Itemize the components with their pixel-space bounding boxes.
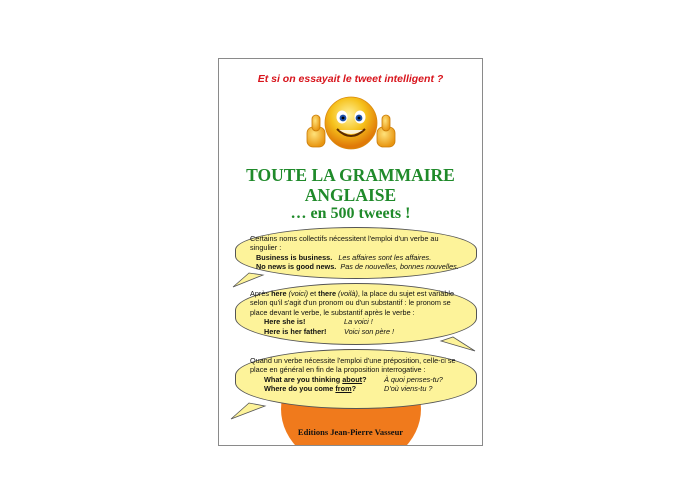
bubble-2-french-1: La voici ! [344, 317, 373, 327]
bubble-3-english-1-a: What are you thinking [264, 374, 341, 384]
bubble-3-example-1 [250, 375, 462, 384]
bubble-1-french-1: Les affaires sont les affaires. [338, 252, 432, 262]
bubble-2-example-1 [250, 317, 462, 326]
bubble-2-voila: (voilà) [338, 289, 358, 298]
bubble-3-english-1-prep: about [342, 374, 363, 384]
book-cover [218, 58, 483, 446]
tagline: Et si on essayait le tweet intelligent ? [257, 73, 444, 85]
bubble-2-text [250, 289, 462, 317]
bubble-2-word-et: et [310, 289, 317, 298]
tweet-bubble-3 [235, 349, 477, 409]
bubble-2-here: here [271, 289, 287, 298]
bubble-1-french-2: Pas de nouvelles, bonnes nouvelles. [340, 262, 459, 272]
bubble-3-french-2: D'où viens-tu ? [384, 384, 433, 394]
bubble-3-english-2-q: ? [351, 384, 357, 394]
bubble-2-rest: , la place du sujet est variable selon qu'il s'agit d'un pronom ou d'un substantif : le pronom se place devant le verbe, le substantif après le verbe : [250, 289, 455, 317]
bubble-2-there: there [318, 289, 337, 298]
bubble-1-tail [233, 273, 263, 287]
bubble-3-text: Quand un verbe nécessite l'emploi d'une préposition, celle-ci se place en général en fin de la proposition interrogative : [250, 356, 456, 375]
thumbs-up-smiley-icon [299, 91, 403, 159]
bubble-1-text: Certains noms collectifs nécessitent l'emploi d'un verbe au singulier : [250, 234, 439, 253]
bubble-3-english-2 [264, 384, 382, 393]
bubble-3-english-2-prep: from [335, 384, 352, 394]
title-line-2: ANGLAISE [304, 185, 397, 205]
bubble-3-english-1-q: ? [362, 374, 367, 384]
bubble-2-french-2: Voici son père ! [344, 326, 395, 336]
bubble-3-example-2 [250, 384, 462, 393]
bubble-1-example-2 [250, 262, 462, 271]
bubble-2-english-2: Here is her father! [264, 326, 327, 336]
publisher-name: Editions Jean-Pierre Vasseur [297, 427, 404, 437]
title-line-3: … en 500 tweets ! [290, 205, 411, 222]
bubble-2-tail [441, 337, 475, 351]
title-line-1: TOUTE LA GRAMMAIRE [246, 165, 455, 185]
tweet-bubble-1 [235, 227, 477, 279]
bubble-3-french-1: À quoi penses-tu? [384, 374, 443, 384]
bubble-1-english-1: Business is business. [256, 252, 333, 262]
bubble-1-example-1 [250, 253, 462, 262]
bubble-3-tail [231, 403, 265, 419]
bubble-2-word-apres: Après [250, 289, 270, 298]
bubble-3-english-1 [264, 375, 382, 384]
bubble-3-english-2-a: Where do you come [264, 384, 334, 394]
bubble-2-english-1: Here she is! [264, 317, 306, 327]
bubble-1-english-2: No news is good news. [256, 262, 337, 272]
bubble-2-voici: (voici) [288, 289, 309, 298]
tweet-bubble-2 [235, 283, 477, 345]
bubble-2-example-2 [250, 327, 462, 336]
